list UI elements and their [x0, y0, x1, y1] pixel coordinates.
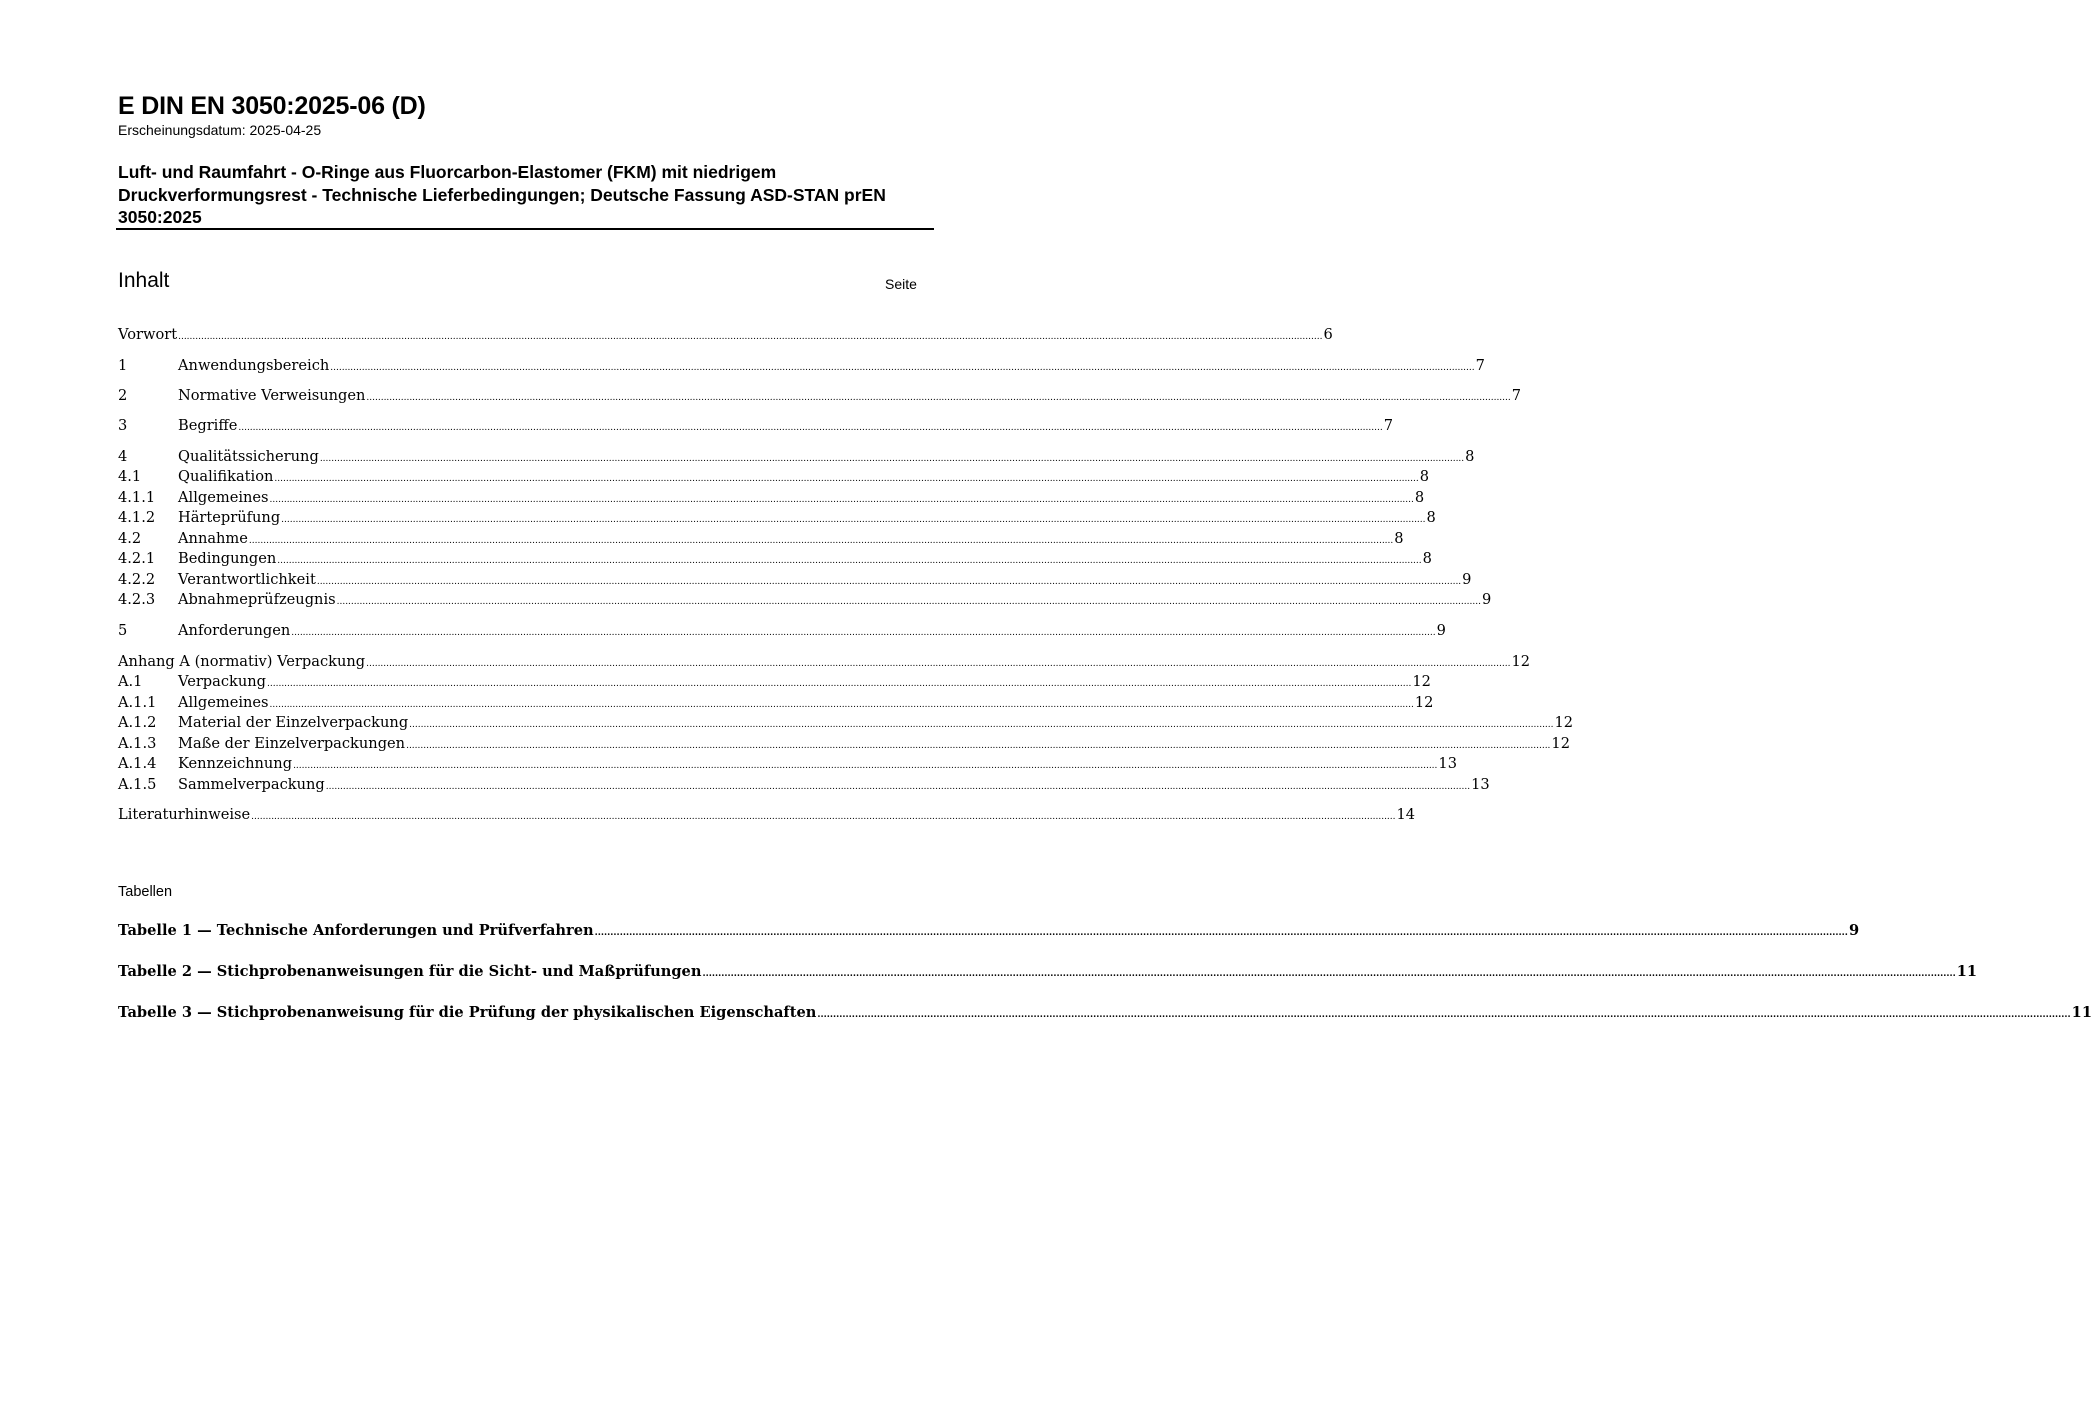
toc-entry[interactable] [118, 590, 1492, 610]
dot-leader: ................................................................................................................................................................................................................................................................................................................................................................................................................ [702, 969, 1956, 979]
toc-entry-page: 12 [1414, 694, 1434, 711]
toc-entry-page: 11 [2071, 1004, 2092, 1021]
dot-leader: ................................................................................................................................................................................................................................................................................................................................................................................................................ [325, 782, 1471, 792]
toc-entry-label: Bedingungen [178, 550, 277, 567]
toc-entry-page: 8 [1419, 468, 1430, 485]
toc-entry-number: A.1.2 [118, 714, 157, 731]
toc-entry-number: 4.2.1 [118, 550, 156, 567]
toc-entry[interactable] [118, 356, 1485, 376]
toc-entry[interactable] [118, 549, 1432, 569]
toc-entry[interactable] [118, 386, 1522, 406]
dot-leader: ................................................................................................................................................................................................................................................................................................................................................................................................................ [248, 536, 1394, 546]
title-divider [116, 228, 934, 230]
toc-heading: Inhalt [118, 269, 170, 292]
dot-leader: ................................................................................................................................................................................................................................................................................................................................................................................................................ [269, 700, 1414, 710]
dot-leader: ................................................................................................................................................................................................................................................................................................................................................................................................................ [238, 423, 1383, 433]
toc-entry-page: 8 [1426, 509, 1436, 526]
toc-entry-page: 12 [1551, 735, 1570, 752]
toc-entry-number: A.1.4 [118, 755, 157, 772]
toc-entry-page: 14 [1396, 806, 1416, 823]
toc-entry[interactable] [118, 570, 1472, 590]
toc-entry-page: 8 [1414, 489, 1425, 506]
dot-leader: ................................................................................................................................................................................................................................................................................................................................................................................................................ [269, 495, 1414, 505]
toc-entry[interactable] [118, 754, 1457, 774]
toc-entry-label: Verpackung [178, 673, 267, 690]
toc-entry-page: 12 [1554, 714, 1574, 731]
toc-entry-number: 4.2.2 [118, 571, 156, 588]
toc-entry-label: Qualitätssicherung [178, 448, 319, 465]
toc-entry-label: Tabelle 2 — Stichprobenanweisungen für die Sicht- und Maßprüfungen [118, 963, 702, 980]
document-title: Luft- und Raumfahrt - O-Ringe aus Fluorcarbon-Elastomer (FKM) mit niedrigem Druckverformungsrest - Technische Lieferbedingungen; Deutsche Fassung ASD-STAN prEN 3050:2025 [118, 162, 886, 227]
dot-leader: ................................................................................................................................................................................................................................................................................................................................................................................................................ [336, 597, 1481, 607]
dot-leader: ................................................................................................................................................................................................................................................................................................................................................................................................................ [817, 1010, 2071, 1020]
toc-entry-label: Kennzeichnung [178, 755, 293, 772]
table-list-entry[interactable] [118, 962, 1978, 982]
toc-entry-page: 8 [1465, 448, 1475, 465]
document-id: E DIN EN 3050:2025-06 (D) [118, 92, 426, 120]
toc-entry-page: 9 [1848, 922, 1860, 939]
toc-entry-page: 13 [1471, 776, 1490, 793]
table-list-entry[interactable] [118, 1003, 2092, 1023]
toc-entry[interactable] [118, 467, 1430, 487]
toc-entry-number: A.1 [118, 673, 143, 690]
dot-leader: ................................................................................................................................................................................................................................................................................................................................................................................................................ [409, 720, 1554, 730]
toc-entry-label: Tabelle 1 — Technische Anforderungen und Prüfverfahren [118, 922, 594, 939]
toc-entry-label: Allgemeines [178, 694, 269, 711]
toc-entry[interactable] [118, 805, 1416, 825]
toc-entry[interactable] [118, 508, 1436, 528]
toc-entry-label: Normative Verweisungen [178, 387, 366, 404]
dot-leader: ................................................................................................................................................................................................................................................................................................................................................................................................................ [291, 628, 1436, 638]
toc-entry[interactable] [118, 734, 1570, 754]
toc-entry-number: 4.2.3 [118, 591, 156, 608]
toc-entry-number: A.1.1 [118, 694, 157, 711]
toc-entry-label: Annahme [178, 530, 248, 547]
toc-entry-label: Verantwortlichkeit [178, 571, 316, 588]
toc-entry-page: 8 [1422, 550, 1432, 567]
toc-entry-number: A.1.5 [118, 776, 157, 793]
tables-heading: Tabellen [118, 884, 173, 900]
toc-entry-label: Material der Einzelverpackung [178, 714, 409, 731]
toc-entry-number: 4 [118, 448, 128, 465]
toc-entry-page: 12 [1412, 673, 1431, 690]
dot-leader: ................................................................................................................................................................................................................................................................................................................................................................................................................ [293, 761, 1438, 771]
toc-entry-number: 4.2 [118, 530, 142, 547]
toc-entry-number: 2 [118, 387, 128, 404]
toc-entry-label: Allgemeines [178, 489, 269, 506]
dot-leader: ................................................................................................................................................................................................................................................................................................................................................................................................................ [316, 577, 1462, 587]
toc-entry-number: 1 [118, 357, 128, 374]
toc-entry-page: 9 [1436, 622, 1446, 639]
dot-leader: ................................................................................................................................................................................................................................................................................................................................................................................................................ [366, 393, 1511, 403]
dot-leader: ................................................................................................................................................................................................................................................................................................................................................................................................................ [277, 556, 1422, 566]
toc-entry[interactable] [118, 652, 1531, 672]
dot-leader: ................................................................................................................................................................................................................................................................................................................................................................................................................ [178, 332, 1323, 342]
toc-entry-page: 8 [1394, 530, 1404, 547]
toc-entry-number: 5 [118, 622, 128, 639]
dot-leader: ................................................................................................................................................................................................................................................................................................................................................................................................................ [406, 741, 1551, 751]
toc-entry-page: 6 [1323, 326, 1333, 343]
toc-entry[interactable] [118, 775, 1490, 795]
toc-entry-label: Anforderungen [178, 622, 291, 639]
toc-entry-page: 13 [1438, 755, 1457, 772]
toc-entry[interactable] [118, 672, 1431, 692]
toc-entry-label: Maße der Einzelverpackungen [178, 735, 406, 752]
dot-leader: ................................................................................................................................................................................................................................................................................................................................................................................................................ [330, 363, 1475, 373]
dot-leader: ................................................................................................................................................................................................................................................................................................................................................................................................................ [366, 659, 1511, 669]
toc-entry-number: 4.1 [118, 468, 142, 485]
toc-entry[interactable] [118, 325, 1333, 345]
toc-entry-label: Qualifikation [178, 468, 274, 485]
toc-entry-number: 3 [118, 417, 128, 434]
dot-leader: ................................................................................................................................................................................................................................................................................................................................................................................................................ [251, 812, 1396, 822]
toc-entry-label: Abnahmeprüfzeugnis [178, 591, 336, 608]
dot-leader: ................................................................................................................................................................................................................................................................................................................................................................................................................ [594, 928, 1848, 938]
toc-entry-label: Sammelverpackung [178, 776, 325, 793]
page-column-label: Seite [885, 276, 917, 292]
toc-entry-label: Begriffe [178, 417, 238, 434]
toc-entry-number: 4.1.2 [118, 509, 156, 526]
toc-entry-number: 4.1.1 [118, 489, 156, 506]
toc-entry[interactable] [118, 488, 1425, 508]
toc-entry-number: A.1.3 [118, 735, 157, 752]
publication-date: Erscheinungsdatum: 2025-04-25 [118, 122, 322, 138]
toc-entry[interactable] [118, 529, 1404, 549]
table-list-entry[interactable] [118, 921, 1860, 941]
toc-entry[interactable] [118, 447, 1475, 467]
toc-entry-page: 12 [1511, 653, 1531, 670]
dot-leader: ................................................................................................................................................................................................................................................................................................................................................................................................................ [274, 474, 1419, 484]
dot-leader: ................................................................................................................................................................................................................................................................................................................................................................................................................ [281, 515, 1426, 525]
toc-entry-label: Vorwort [118, 326, 178, 343]
toc-entry-page: 7 [1511, 387, 1522, 404]
toc-entry[interactable] [118, 621, 1446, 641]
toc-entry[interactable] [118, 416, 1393, 436]
toc-entry-page: 7 [1383, 417, 1393, 434]
toc-entry-label: Literaturhinweise [118, 806, 251, 823]
toc-entry-page: 9 [1462, 571, 1472, 588]
toc-entry-page: 11 [1956, 963, 1978, 980]
toc-entry[interactable] [118, 693, 1434, 713]
dot-leader: ................................................................................................................................................................................................................................................................................................................................................................................................................ [319, 454, 1465, 464]
toc-entry-label: Anhang A (normativ) Verpackung [118, 653, 366, 670]
toc-entry-label: Anwendungsbereich [178, 357, 330, 374]
toc-entry[interactable] [118, 713, 1574, 733]
toc-entry-label: Tabelle 3 — Stichprobenanweisung für die Prüfung der physikalischen Eigenschaften [118, 1004, 817, 1021]
toc-entry-label: Härteprüfung [178, 509, 281, 526]
dot-leader: ................................................................................................................................................................................................................................................................................................................................................................................................................ [267, 679, 1412, 689]
toc-entry-page: 7 [1475, 357, 1485, 374]
toc-entry-page: 9 [1481, 591, 1492, 608]
